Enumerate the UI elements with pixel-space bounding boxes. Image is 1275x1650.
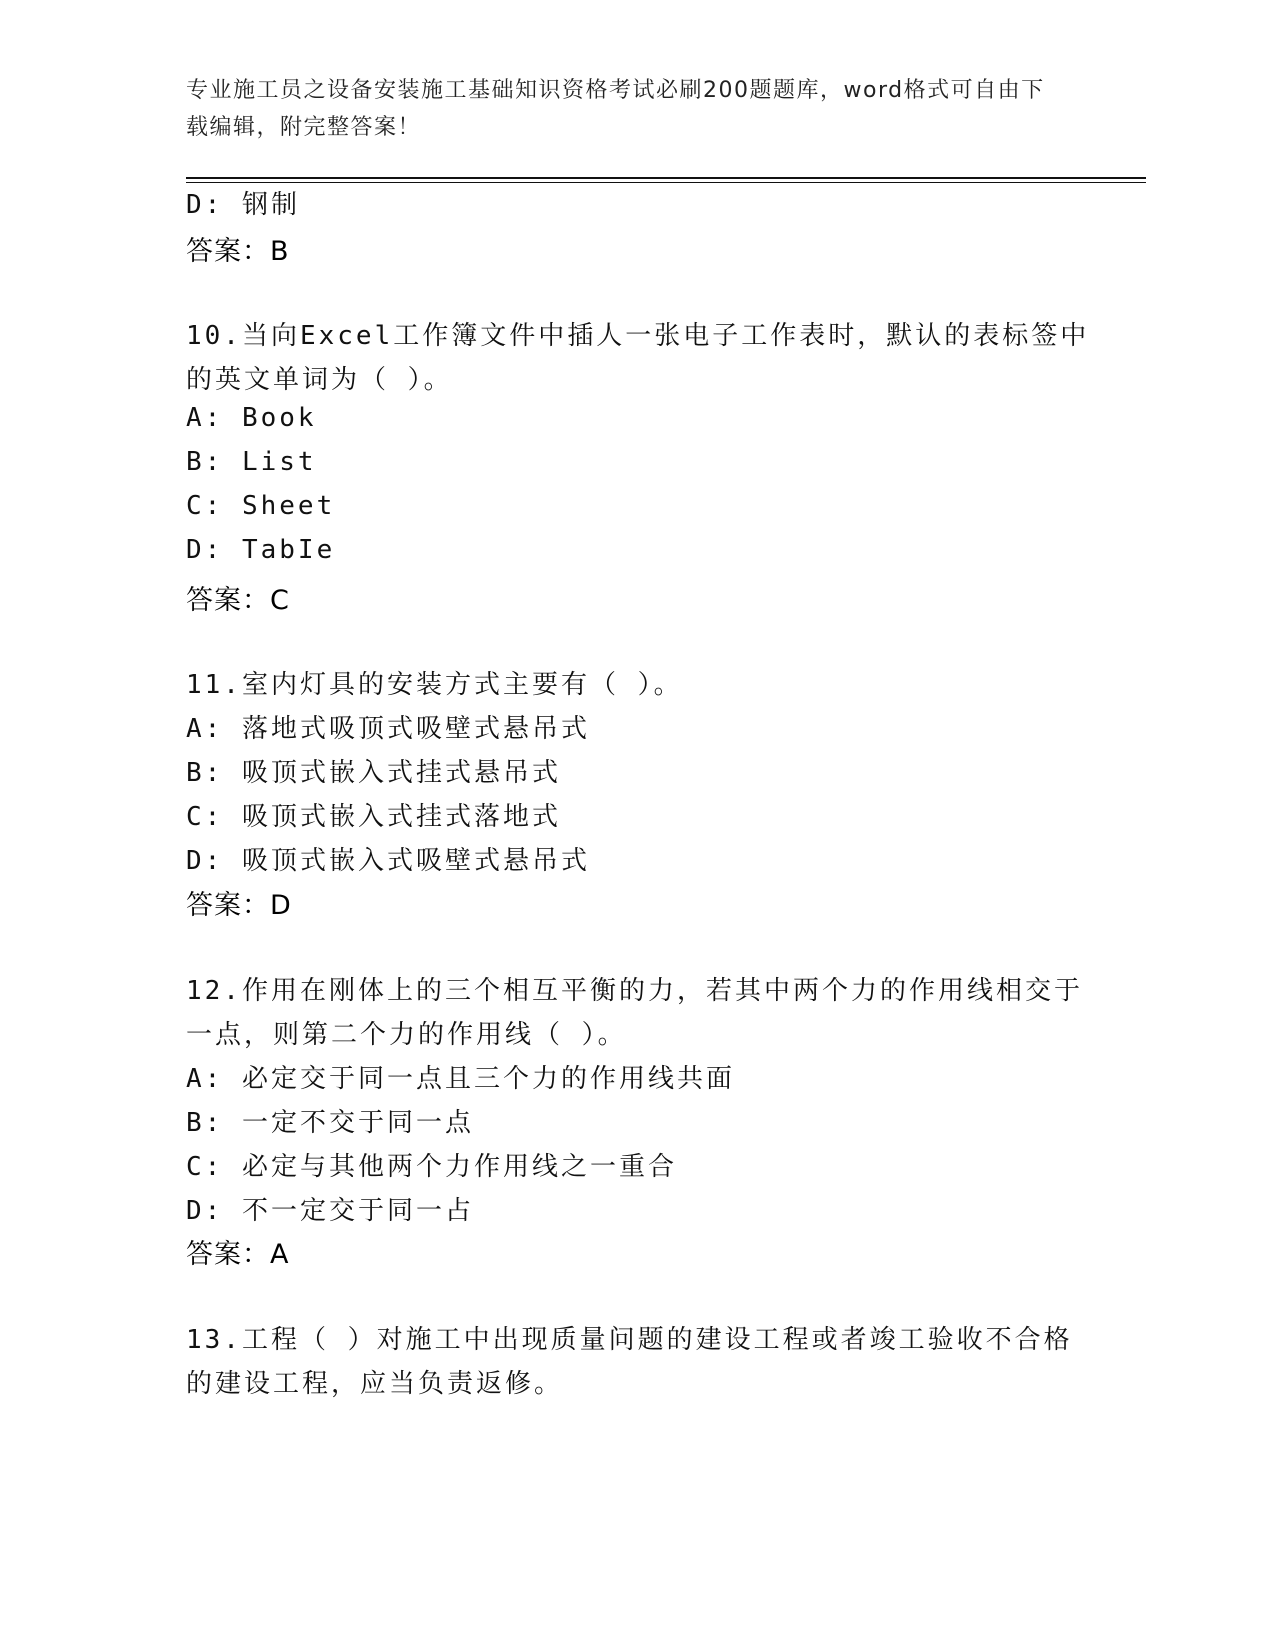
q11-answer: 答案：D [186, 890, 292, 921]
q13-stem-line2: 的建设工程，应当负责返修。 [186, 1369, 564, 1399]
q11-option-b: B: 吸顶式嵌入式挂式悬吊式 [186, 758, 561, 788]
q12-option-c: C: 必定与其他两个力作用线之一重合 [186, 1152, 677, 1182]
q10-option-d: D: TabIe [186, 535, 336, 565]
q11-stem-line1: 11.室内灯具的安装方式主要有（ ）。 [186, 670, 683, 700]
q10-option-a: A: Book [186, 403, 317, 433]
q11-option-a: A: 落地式吸顶式吸壁式悬吊式 [186, 714, 590, 744]
q12-stem-line1: 12.作用在刚体上的三个相互平衡的力，若其中两个力的作用线相交于 [186, 976, 1083, 1006]
q10-stem-line1: 10.当向Excel工作簿文件中插人一张电子工作表时，默认的表标签中 [186, 321, 1090, 351]
q11-option-d: D: 吸顶式嵌入式吸壁式悬吊式 [186, 846, 590, 876]
q11-option-c: C: 吸顶式嵌入式挂式落地式 [186, 802, 561, 832]
document-header: 专业施工员之设备安装施工基础知识资格考试必刷200题题库，word格式可自由下载编辑，附完整答案！ [186, 78, 1045, 140]
q10-option-b: B: List [186, 447, 317, 477]
q9-answer: 答案：B [186, 236, 290, 267]
q9-option-d: D: 钢制 [186, 190, 300, 220]
q12-option-d: D: 不一定交于同一占 [186, 1196, 474, 1226]
q13-stem-line1: 13.工程（ ）对施工中出现质量问题的建设工程或者竣工验收不合格 [186, 1325, 1073, 1355]
header-divider [186, 177, 1146, 179]
q12-stem-line2: 一点，则第二个力的作用线（ ）。 [186, 1020, 627, 1050]
header-divider-thin [186, 182, 1146, 183]
q12-option-a: A: 必定交于同一点且三个力的作用线共面 [186, 1064, 735, 1094]
q12-option-b: B: 一定不交于同一点 [186, 1108, 474, 1138]
q10-stem-line2: 的英文单词为（ ）。 [186, 365, 453, 395]
q10-option-c: C: Sheet [186, 491, 336, 521]
q12-answer: 答案：A [186, 1239, 290, 1270]
q10-answer: 答案：C [186, 585, 290, 616]
